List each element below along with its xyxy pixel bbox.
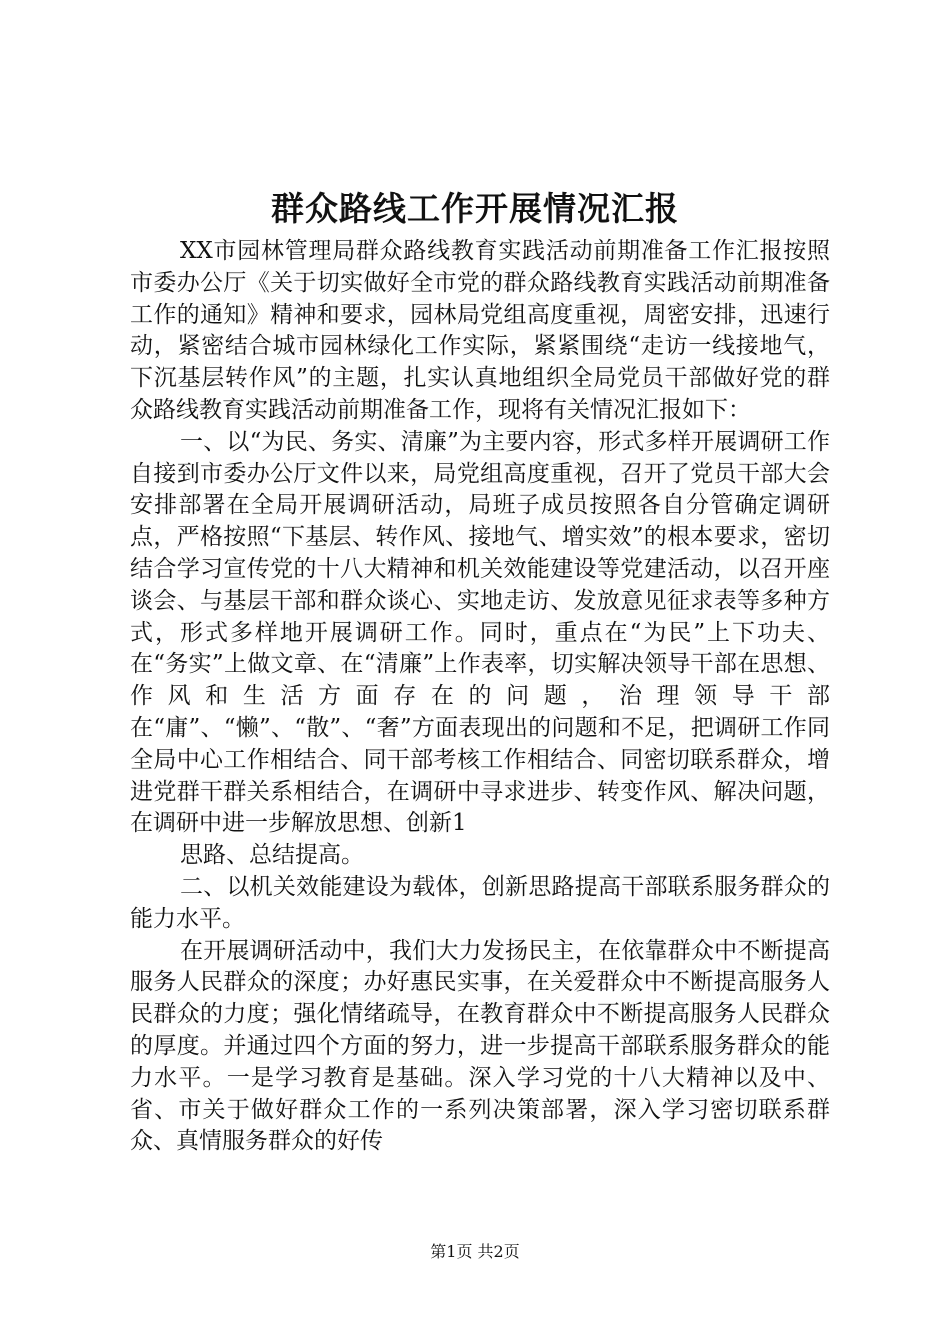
paragraph-section-two-heading: 二、以机关效能建设为载体，创新思路提高干部联系服务群众的能力水平。 xyxy=(130,873,830,932)
document-body xyxy=(130,236,830,1158)
paragraph-section-one: 一、以“为民、务实、清廉”为主要内容，形式多样开展调研工作自接到市委办公厅文件以来，局党组高度重视，召开了党员干部大会安排部署在全局开展调研活动，局班子成员按照各自分管确定调研点，严格按照“下基层、转作风、接地气、增实效”的根本要求，密切结合学习宣传党的十八大精神和机关效能建设等党建活动，以召开座谈会、与基层干部和群众谈心、实地走访、发放意见征求表等多种方式，形式多样地开展调研工作。同时，重点在“为民”上下功夫、在“务实”上做文章、在“清廉”上作表率，切实解决领导干部在思想、作风和生活方面存在的问题，治理领导干部在“庸”、“懒”、“散”、“奢”方面表现出的问题和不足，把调研工作同全局中心工作相结合、同干部考核工作相结合、同密切联系群众，增进党群干群关系相结合，在调研中寻求进步、转变作风、解决问题，在调研中进一步解放思想、创新1 xyxy=(130,428,830,837)
paragraph-intro: XX市园林管理局群众路线教育实践活动前期准备工作汇报按照市委办公厅《关于切实做好全市党的群众路线教育实践活动前期准备工作的通知》精神和要求，园林局党组高度重视，周密安排，迅速行动，紧密结合城市园林绿化工作实际，紧紧围绕“走访一线接地气，下沉基层转作风”的主题，扎实认真地组织全局党员干部做好党的群众路线教育实践活动前期准备工作，现将有关情况汇报如下： xyxy=(130,238,830,423)
document-title: 群众路线工作开展情况汇报 xyxy=(271,189,679,228)
paragraph-section-one-continued: 思路、总结提高。 xyxy=(180,842,364,869)
paragraph-section-two-body: 在开展调研活动中，我们大力发扬民主，在依靠群众中不断提高服务人民群众的深度；办好惠民实事，在关爱群众中不断提高服务人民群众的力度；强化情绪疏导，在教育群众中不断提高服务人民群众的厚度。并通过四个方面的努力，进一步提高干部联系服务群众的能力水平。一是学习教育是基础。深入学习党的十八大精神以及中、省、市关于做好群众工作的一系列决策部署，深入学习密切联系群众、真情服务群众的好传 xyxy=(130,937,830,1155)
page-number-footer: 第1页 共2页 xyxy=(430,1242,520,1261)
